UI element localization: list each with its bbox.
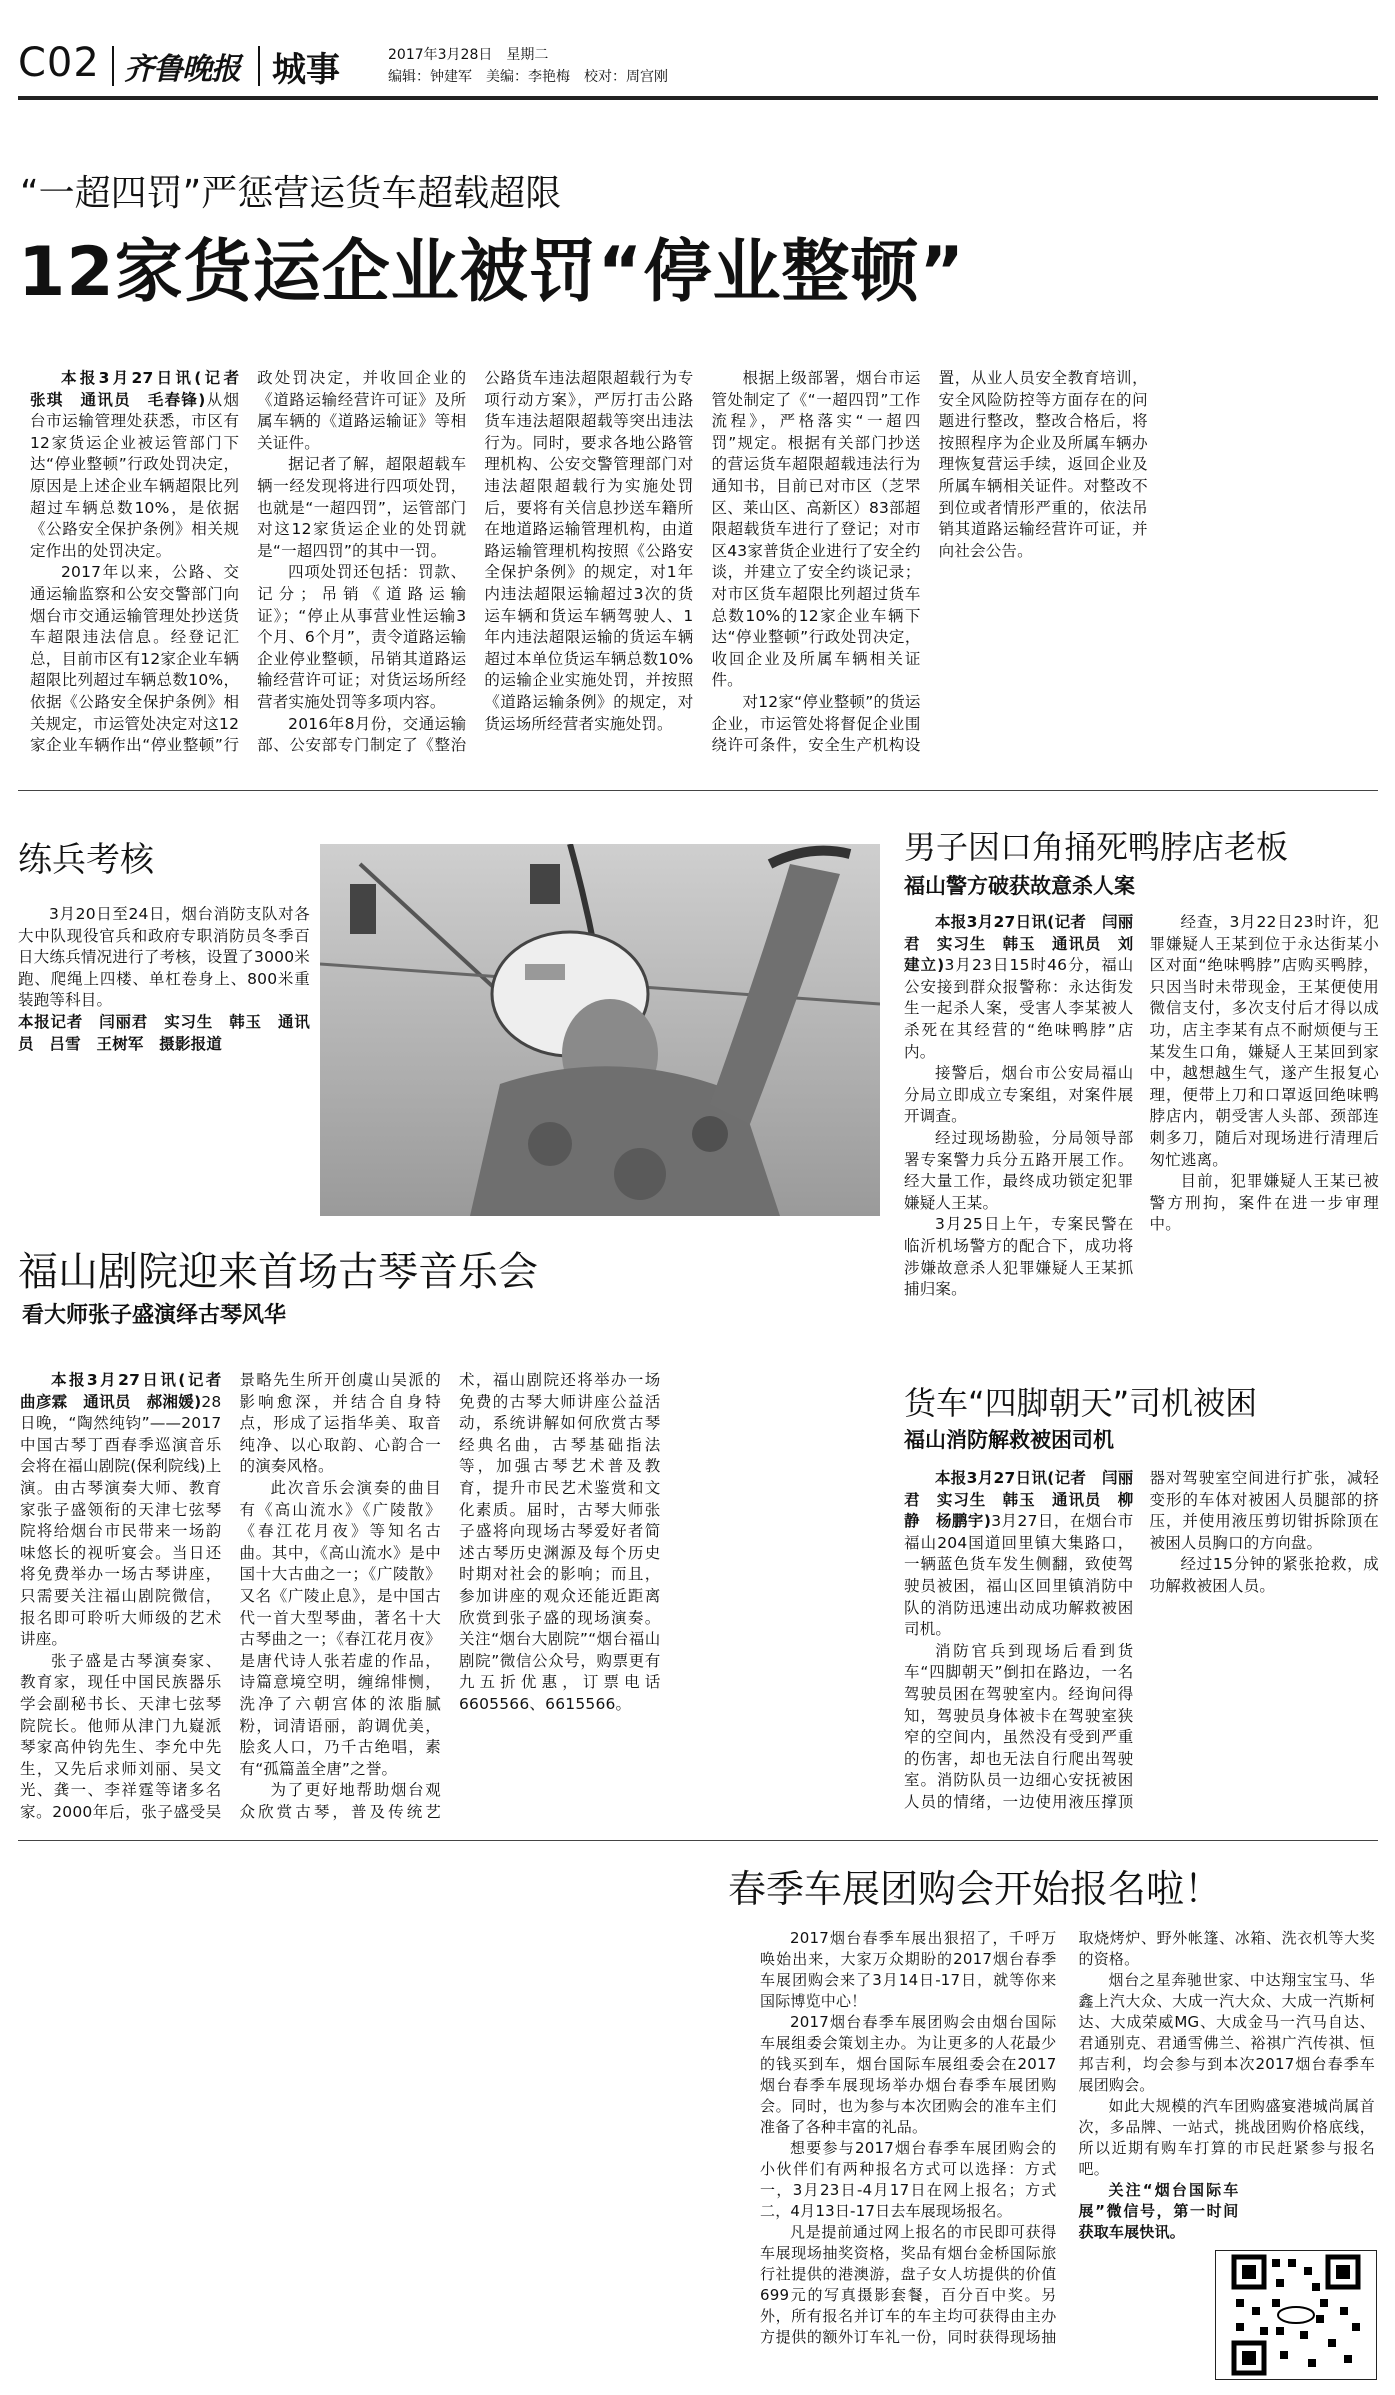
guqin-subhead: 看大师张子盛演绎古琴风华 [22, 1303, 287, 1328]
editor-credits: 编辑：钟建军 美编：李艳梅 校对：周宫刚 [388, 69, 668, 85]
section-name: 城事 [272, 50, 340, 90]
truck-headline: 货车“四脚朝天”司机被困 [904, 1384, 1258, 1422]
masthead-divider [112, 46, 114, 86]
issue-date: 2017年3月28日 星期二 [388, 47, 549, 63]
lead-headline: 12家货运企业被罚“停业整顿” [18, 233, 966, 312]
lead-article-body: 本报3月27日讯(记者 张琪 通讯员 毛春锋)从烟台市运输管理处获悉，市区有12家货运企业被运管部门下达“停业整顿”行政处罚决定，原因是上述企业车辆超限比列超过车辆总数10%，是依据《公路安全保护条例》相关规定作出的处罚决定。 2017年以来，公路、交通运输监察和公安交警部门向烟台市交通运输管理处抄送货车超限违法信息。经登记汇总，目前市区有12家企业车辆超限比列超过车辆总数10%，依据《公路安全保护条例》相关规定，市运管处决定对这12家企业车辆作出“停业整顿”行政处罚决定，并收回企业的《道路运输经营许可证》及所属车辆的《道路运输证》等相关证件。 据记者了解，超限超载车辆一经发现将进行四项处罚，也就是“一超四罚”，运管部门对这12家货运企业的处罚就是“一超四罚”的其中一罚。 四项处罚还包括：罚款、记分；吊销《道路运输证》；“停止从事营业性运输3个月、6个月”，责令道路运输企业停业整顿，吊销其道路运输经营许可证；对货运场所经营者实施处罚等多项内容。 2016年8月份，交通运输部、公安部专门制定了《整治公路货车违法超限超载行为专项行动方案》，严厉打击公路货车违法超限超载等突出违法行为。同时，要求各地公路管理机构、公安交警管理部门对违法超限超载行为实施处罚后，要将有关信息抄送车籍所在地道路运输管理机构，由道路运输管理机构按照《公路安全保护条例》的规定，对1年内违法超限运输超过3次的货运车辆和货运车辆驾驶人、1年内违法超限运输的货运车辆超过本单位货运车辆总数10%的运输企业实施处罚，并按照《道路运输条例》的规定，对货运场所经营者实施处罚。 根据上级部署，烟台市运管处制定了《“一超四罚”工作流程》，严格落实“一超四罚”规定。根据有关部门抄送的营运货车超限超载违法行为通知书，目前已对市区（芝罘区、莱山区、高新区）83部超限超载货车进行了登记；对市区43家普货企业进行了安全约谈，并建立了安全约谈记录；对市区货车超限比列超过货车总数10%的12家企业车辆下达“停业整顿”行政处罚决定，收回企业及所属车辆相关证件。 对12家“停业整顿”的货运企业，市运管处将督促企业围绕许可条件，安全生产机构设置，从业人员安全教育培训，安全风险防控等方面存在的问题进行整改，整改合格后，将按照程序为企业及所属车辆办理恢复营运手续，返回企业及所属车辆相关证件。对整改不到位或者情形严重的，依法吊销其道路运输经营许可证，并向社会公告。 [30, 369, 1148, 755]
truck-subhead: 福山消防解救被困司机 [904, 1428, 1114, 1452]
lead-kicker: “一超四罚”严惩营运货车超载超限 [20, 173, 562, 214]
photo-story-heading: 练兵考核 [18, 840, 154, 880]
murder-headline: 男子因口角捅死鸭脖店老板 [904, 828, 1289, 866]
car-show-headline: 春季车展团购会开始报名啦！ [728, 1867, 1223, 1911]
page-number: C02 [18, 40, 100, 86]
firefighter-climbing-rope-photo [320, 844, 880, 1216]
section-divider [18, 1840, 1378, 1841]
murder-article-body: 本报3月27日讯(记者 闫丽君 实习生 韩玉 通讯员 刘建立)3月23日15时46分，福山公安接到群众报警称：永达街发生一起杀人案，受害人李某被人杀死在其经营的“绝味鸭脖”店内。 接警后，烟台市公安局福山分局立即成立专案组，对案件展开调查。 经过现场勘验，分局领导部署专案警力兵分五路开展工作。经大量工作，最终成功锁定犯罪嫌疑人王某。 3月25日上午，专案民警在临沂机场警方的配合下，成功将涉嫌故意杀人犯罪嫌疑人王某抓捕归案。 经查，3月22日23时许，犯罪嫌疑人王某到位于永达街某小区对面“绝味鸭脖”店购买鸭脖，只因当时未带现金，王某便使用微信支付，多次支付后才得以成功，店主李某有点不耐烦便与王某发生口角，嫌疑人王某回到家中，越想越生气，遂产生报复心理，便带上刀和口罩返回绝味鸭脖店内，朝受害人头部、颈部连刺多刀，随后对现场进行清理后匆忙逃离。 目前，犯罪嫌疑人王某已被警方刑拘，案件在进一步审理中。 [904, 913, 1379, 1299]
murder-subhead: 福山警方破获故意杀人案 [904, 874, 1135, 898]
masthead-rule [18, 96, 1378, 100]
section-divider [18, 790, 1378, 791]
guqin-headline: 福山剧院迎来首场古琴音乐会 [18, 1249, 538, 1295]
guqin-article-body: 本报3月27日讯(记者 曲彦霖 通讯员 郝湘媛)28日晚，“陶然纯钧”——2017中国古琴丁酉春季巡演音乐会将在福山剧院(保利院线)上演。由古琴演奏大师、教育家张子盛领衔的天津七弦琴院将给烟台市民带来一场韵味悠长的视听宴会。当日还将免费举办一场古琴讲座，只需要关注福山剧院微信，报名即可聆听大师级的艺术讲座。 张子盛是古琴演奏家、教育家，现任中国民族器乐学会副秘书长、天津七弦琴院院长。他师从津门九嶷派琴家高仲钧先生、李允中先生，又先后求师刘丽、吴文光、龚一、李祥霆等诸多名家。2000年后，张子盛受吴景略先生所开创虞山吴派的影响愈深，并结合自身特点，形成了运指华美、取音纯净、以心取韵、心韵合一的演奏风格。 此次音乐会演奏的曲目有《高山流水》《广陵散》《春江花月夜》等知名古曲。其中，《高山流水》是中国十大古曲之一；《广陵散》又名《广陵止息》，是中国古代一首大型琴曲，著名十大古琴曲之一；《春江花月夜》是唐代诗人张若虚的作品，诗篇意境空明，缠绵悱恻，洗净了六朝宫体的浓脂腻粉，词清语丽，韵调优美，脍炙人口，乃千古绝唱，素有“孤篇盖全唐”之誉。 为了更好地帮助烟台观众欣赏古琴，普及传统艺术，福山剧院还将举办一场免费的古琴大师讲座公益活动，系统讲解如何欣赏古琴经典名曲，古琴基础指法等，加强古琴艺术普及教育，提升市民艺术鉴赏和文化素质。届时，古琴大师张子盛将向现场古琴爱好者简述古琴历史渊源及每个历史时期对社会的影响；而且，参加讲座的观众还能近距离欣赏到张子盛的现场演奏。关注“烟台大剧院”“烟台福山剧院”微信公众号，购票更有九五折优惠，订票电话6605566、6615566。 [20, 1371, 661, 1821]
photo-caption: 3月20日至24日，烟台消防支队对各大中队现役官兵和政府专职消防员冬季百日大练兵情况进行了考核，设置了3000米跑、爬绳上四楼、单杠卷身上、800米重装跑等科目。 本报记者 闫丽君 实习生 韩玉 通讯员 吕雪 王树军 摄影报道 [18, 905, 310, 1053]
masthead-divider [258, 46, 260, 86]
truck-article-body: 本报3月27日讯(记者 闫丽君 实习生 韩玉 通讯员 柳静 杨鹏宇)3月27日，在烟台市福山204国道回里镇大集路口，一辆蓝色货车发生侧翻，致使驾驶员被困，福山区回里镇消防中队的消防迅速出动成功解救被困司机。 消防官兵到现场后看到货车“四脚朝天”倒扣在路边，一名驾驶员困在驾驶室内。经询问得知，驾驶员身体被卡在驾驶室狭窄的空间内，虽然没有受到严重的伤害，却也无法自行爬出驾驶室。消防队员一边细心安抚被困人员的情绪，一边使用液压撑顶器对驾驶室空间进行扩张，减轻变形的车体对被困人员腿部的挤压，并使用液压剪切钳拆除顶在被困人员胸口的方向盘。 经过15分钟的紧张抢救，成功解救被困人员。 [904, 1469, 1379, 1811]
car-show-body: 2017烟台春季车展出狠招了，千呼万唤始出来，大家万众期盼的2017烟台春季车展团购会来了3月14日-17日，就等你来国际博览中心！ 2017烟台春季车展团购会由烟台国际车展组委会策划主办。为让更多的人花最少的钱买到车，烟台国际车展组委会在2017烟台春季车展现场举办烟台春季车展团购会。同时，也为参与本次团购会的准车主们准备了各种丰富的礼品。 想要参与2017烟台春季车展团购会的小伙伴们有两种报名方式可以选择：方式一，3月23日-4月17日在网上报名；方式二，4月13日-17日去车展现场报名。 凡是提前通过网上报名的市民即可获得车展现场抽奖资格，奖品有烟台金桥国际旅行社提供的港澳游，盘子女人坊提供的价值699元的写真摄影套餐，百分百中奖。另外，所有报名并订车的车主均可获得由主办方提供的额外订车礼一份，同时获得现场抽取烧烤炉、野外帐篷、冰箱、洗衣机等大奖的资格。 烟台之星奔驰世家、中达翔宝宝马、华鑫上汽大众、大成一汽大众、大成一汽斯柯达、大成荣威MG、大成金马一汽马自达、君通别克、君通雪佛兰、裕祺广汽传祺、恒邦吉利，均会参与到本次2017烟台春季车展团购会。 如此大规模的汽车团购盛宴港城尚属首次，多品牌、一站式，挑战团购价格底线，所以近期有购车打算的市民赶紧参与报名吧。 关注“烟台国际车展”微信号，第一时间获取车展快讯。 [760, 1929, 1375, 2346]
qr-code-icon[interactable] [1215, 2250, 1377, 2380]
paper-logo: 齐鲁晚报 [124, 52, 240, 87]
